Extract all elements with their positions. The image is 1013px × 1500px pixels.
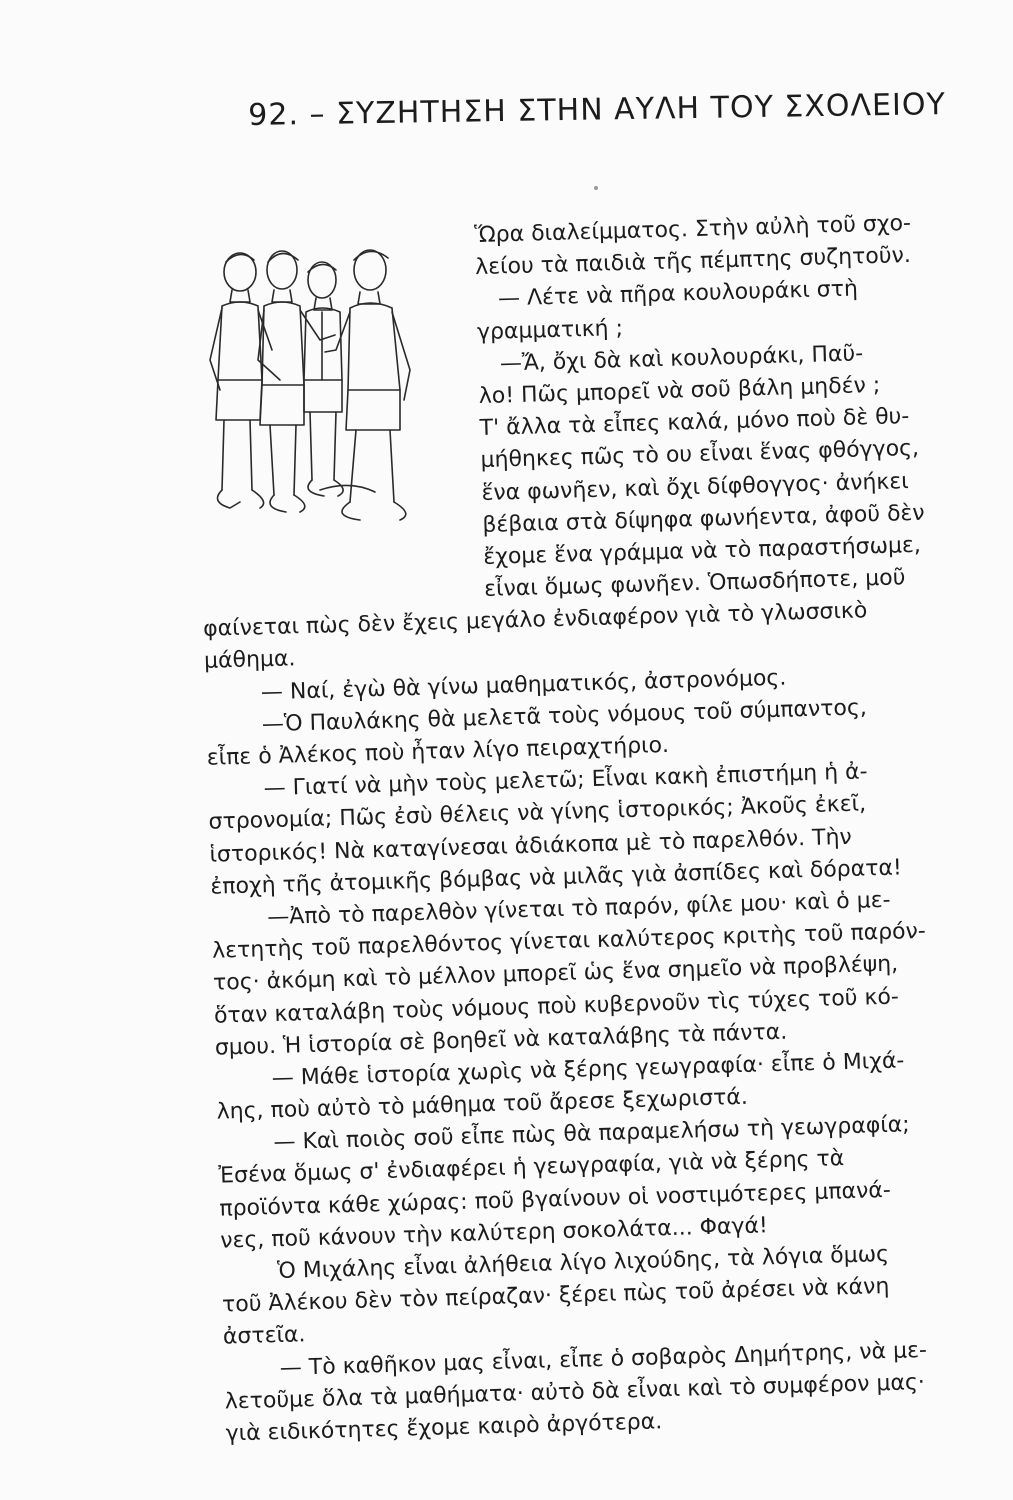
ink-speck [594,186,598,190]
text-line: — Καὶ ποιὸς σοῦ εἶπε πὼς θὰ παραμελήσω τὴ γεωγραφία; [273,1112,910,1156]
text-line: Ὥρα διαλείμματος. Στὴν αὐλὴ τοῦ σχο- [473,210,912,249]
text-line: ἔχομε ἕνα γράμμα νὰ τὸ παραστήσωμε, [482,532,922,570]
text-line: τοῦ Ἀλέκου δὲν τὸν πείραζαν· ξέρει πὼς τοῦ ἀρέσει νὰ κάνη [221,1274,890,1318]
text-line: ἱστορικός! Νὰ καταγίνεσαι ἀδιάκοπα μὲ τὸ παρελθόν. Τὴν [209,824,853,868]
text-line: σμου. Ἡ ἱστορία σὲ βοηθεῖ νὰ καταλάβης τὰ πάντα. [214,1019,788,1061]
text-line: λο! Πῶς μπορεῖ νὰ σοῦ βάλη μηδέν ; [478,372,881,409]
page-title: 92. – ΣΥΖΗΤΗΣΗ ΣΤΗΝ ΑΥΛΗ ΤΟΥ ΣΧΟΛΕΙΟΥ [248,87,947,133]
text-line: γραμματική ; [476,315,624,345]
text-line: ἕνα φωνῆεν, καὶ ὄχι δίφθογγος· ἀνήκει [481,468,909,506]
text-line: λετητὴς τοῦ παρελθόντος γίνεται καλύτερος κριτὴς τοῦ παρόν- [211,918,927,964]
text-line: ὅταν καταλάβη τοὺς νόμους ποὺ κυβερνοῦν τὶς τύχες τοῦ κό- [213,984,900,1029]
text-line: — Ναί, ἐγὼ θὰ γίνω μαθηματικός, ἀστρονόμος. [260,665,787,705]
story-text [192,206,1013,1451]
text-line: φαίνεται πὼς δὲν ἔχεις μεγάλο ἐνδιαφέρον γιὰ τὸ γλωσσικὸ [202,598,868,643]
text-line: βέβαια στὰ δίψηφα φωνήεντα, ἀφοῦ δὲν [482,500,925,538]
text-line: γιὰ ειδικότητες ἔχομε καιρὸ ἀργότερα. [225,1409,663,1447]
text-line: λης, ποὺ αὐτὸ τὸ μάθημα τοῦ ἄρεσε ξεχωριστά. [216,1084,749,1125]
text-line: — Μάθε ἱστορία χωρὶς νὰ ξέρης γεωγραφία· εἶπε ὁ Μιχά- [271,1048,905,1091]
text-line: εἶναι ὅμως φωνῆεν. Ὁπωσδήποτε, μοῦ [483,565,906,603]
text-line: ἀστεῖα. [222,1322,306,1350]
text-line: —Ἀπὸ τὸ παρελθὸν γίνεται τὸ παρόν, φίλε μου· καὶ ὁ με- [266,887,891,931]
text-line: ἐποχὴ τῆς ἀτομικῆς βόμβας νὰ μιλᾶς γιὰ ἀσπίδες καὶ δόρατα! [210,855,903,900]
text-line: μάθημα. [203,646,296,675]
text-line: —Ἄ, ὄχι δὰ καὶ κουλουράκι, Παῦ- [499,341,864,377]
text-line: — Γιατί νὰ μὴν τοὺς μελετῶ; Εἶναι κακὴ ἐπιστήμη ἡ ἀ- [263,759,868,802]
text-line: — Λέτε νὰ πῆρα κουλουράκι στὴ [497,276,859,312]
text-line: εἶπε ὁ Ἀλέκος ποὺ ἦταν λίγο πειραχτήριο. [206,732,670,771]
text-line: λείου τὰ παιδιὰ τῆς πέμπτης συζητοῦν. [474,243,912,281]
text-line: Ὁ Μιχάλης εἶναι ἀλήθεια λίγο λιχούδης, τὰ λόγια ὅμως [276,1241,890,1285]
text-line: μήθηκες πῶς τὸ ου εἶναι ἕνας φθόγγος, [480,436,920,474]
text-line: Ἐσένα ὅμως σ' ἐνδιαφέρει ἡ γεωγραφία, γιὰ νὰ ξέρης τὰ [218,1146,845,1190]
text-line: τος· ἀκόμη καὶ τὸ μέλλον μπορεῖ ὡς ἕνα σημεῖο νὰ προβλέψη, [212,951,899,997]
text-line: Τ' ἄλλα τὰ εἶπες καλά, μόνο ποὺ δὲ θυ- [479,404,910,442]
text-line: λετοῦμε ὅλα τὰ μαθήματα· αὐτὸ δὰ εἶναι καὶ τὸ συμφέρον μας· [224,1369,926,1415]
text-line: νες, ποῦ κάνουν τὴν καλύτερη σοκολάτα... Φαγά! [219,1213,769,1254]
text-line: προϊόντα κάθε χώρας: ποῦ βγαίνουν οἱ νοστιμότερες μπανά- [219,1177,892,1222]
text-line: — Τὸ καθῆκον μας εἶναι, εἶπε ὁ σοβαρὸς Δημήτρης, νὰ με- [279,1337,928,1381]
text-line: στρονομία; Πῶς ἐσὺ θέλεις νὰ γίνης ἱστορικός; Ἀκοῦς ἐκεῖ, [208,791,867,836]
text-line: —Ὁ Παυλάκης θὰ μελετᾶ τοὺς νόμους τοῦ σύμπαντος, [261,695,868,738]
